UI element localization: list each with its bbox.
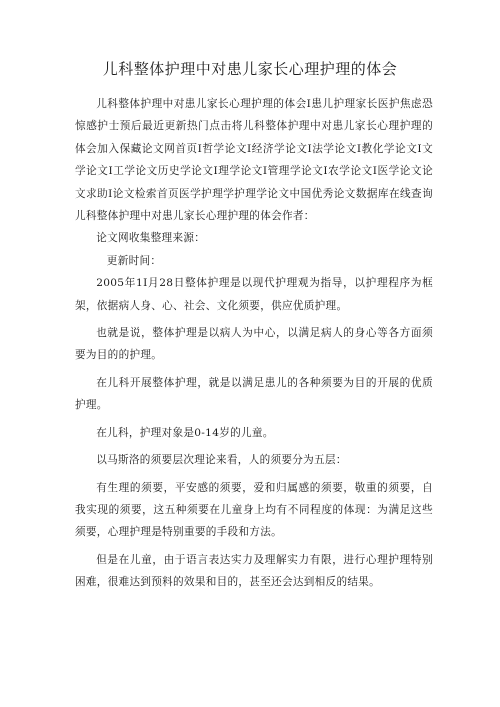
paragraph-definition: 2005年1I月28日整体护理是以现代护理观为指导，以护理程序为框架，依据病人身、心、社会、文化须要，供应优质护理。 <box>75 277 433 312</box>
paragraph-intro: 儿科整体护理中对患儿家长心理护理的体会I患儿护理家长医护焦虑恐惊感护士预后最近更新热门点击将儿科整体护理中对患儿家长心理护理的体会加入保藏论文网首页I哲学论文I经济学论文I法学论文I教化学论文I文学论文I工学论文历史学论文I理学论文I管理学论文I农学论文I医学论文论文求助I论文检索首页医学护理学护理学论文中国优秀论文数据库在线查询儿科整体护理中对患儿家长心理护理的体会作者： <box>75 98 433 223</box>
paragraph-care-target: 在儿科，护理对象是0-14岁的儿童。 <box>96 426 274 439</box>
document-body <box>75 93 433 599</box>
paragraph-pediatric-care: 在儿科开展整体护理，就是以满足患儿的各种须要为目的开展的优质护理。 <box>75 376 433 412</box>
paragraph-difficulty: 但是在儿童，由于语言表达实力及理解实力有限，进行心理护理特别困难，很难达到预料的效果和目的，甚至还会达到相反的结果。 <box>75 553 433 589</box>
paragraph-patient-centered: 也就是说，整体护理是以病人为中心，以满足病人的身心等各方面须要为目的的护理。 <box>75 327 433 362</box>
document-title: 儿科整体护理中对患儿家长心理护理的体会 <box>102 60 398 78</box>
paragraph-source: 论文网收集整理来源： <box>96 232 206 245</box>
paragraph-needs: 有生理的须要，平安感的须要，爱和归属感的须要，敬重的须要，自我实现的须要，这五种须要在儿童身上均有不同程度的体现：为满足这些须要，心理护理是特别重要的手段和方法。 <box>75 481 433 539</box>
paragraph-maslow: 以马斯洛的须要层次理论来看，人的须要分为五层： <box>96 454 347 467</box>
paragraph-update-time: 更新时间： <box>106 254 162 267</box>
